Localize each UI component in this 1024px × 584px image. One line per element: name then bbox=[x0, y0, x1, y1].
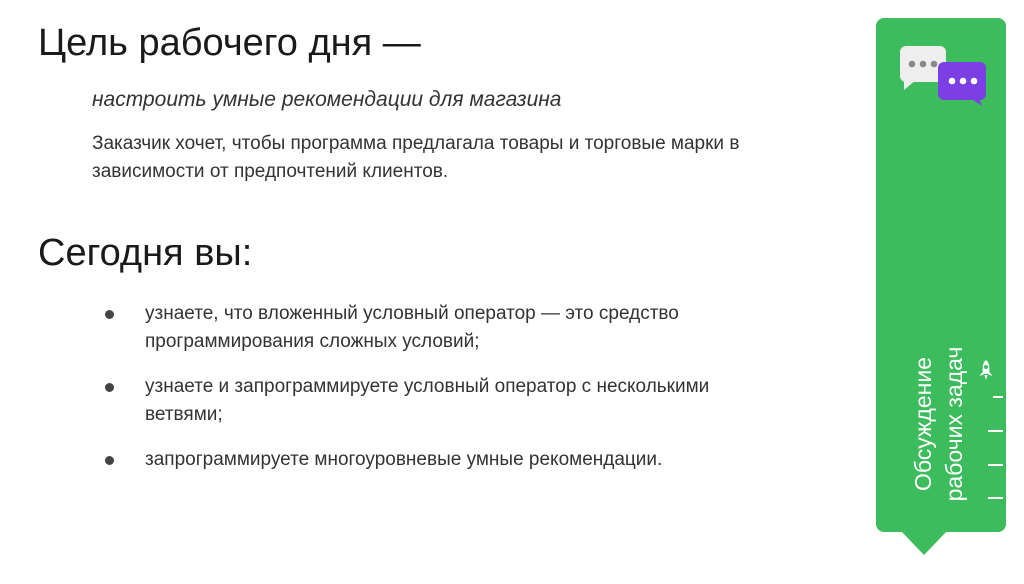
list-item-text: запрограммируете многоуровневые умные рекомендации. bbox=[145, 449, 663, 470]
bullet-dot-icon bbox=[105, 456, 114, 465]
timeline-tick bbox=[988, 430, 1003, 432]
page-title: Цель рабочего дня — bbox=[38, 22, 421, 64]
list-item bbox=[105, 446, 785, 474]
bullet-dot-icon bbox=[105, 383, 114, 392]
chat-bubbles-icon bbox=[896, 44, 988, 106]
description-text: Заказчик хочет, чтобы программа предлагала товары и торговые марки в зависимости от предпочтений клиентов. bbox=[92, 133, 740, 182]
list-item bbox=[105, 300, 785, 356]
side-panel-label bbox=[908, 264, 980, 584]
timeline-tick bbox=[993, 396, 1003, 398]
list-item bbox=[105, 373, 785, 429]
list-item-text: узнаете и запрограммируете условный оператор с несколькими ветвями; bbox=[145, 376, 710, 425]
list-item-text: узнаете, что вложенный условный оператор — это средство программирования сложных условий; bbox=[145, 303, 679, 352]
side-panel-label-line1: Обсуждение bbox=[910, 357, 936, 492]
rocket-icon bbox=[978, 359, 994, 381]
timeline-tick bbox=[988, 464, 1003, 466]
goal-text: настроить умные рекомендации для магазина bbox=[92, 88, 562, 111]
bullet-dot-icon bbox=[105, 310, 114, 319]
bullet-list bbox=[105, 300, 785, 491]
side-panel-label-line2: рабочих задач bbox=[941, 346, 967, 502]
section-heading: Сегодня вы: bbox=[38, 232, 253, 274]
timeline-tick bbox=[988, 497, 1003, 499]
